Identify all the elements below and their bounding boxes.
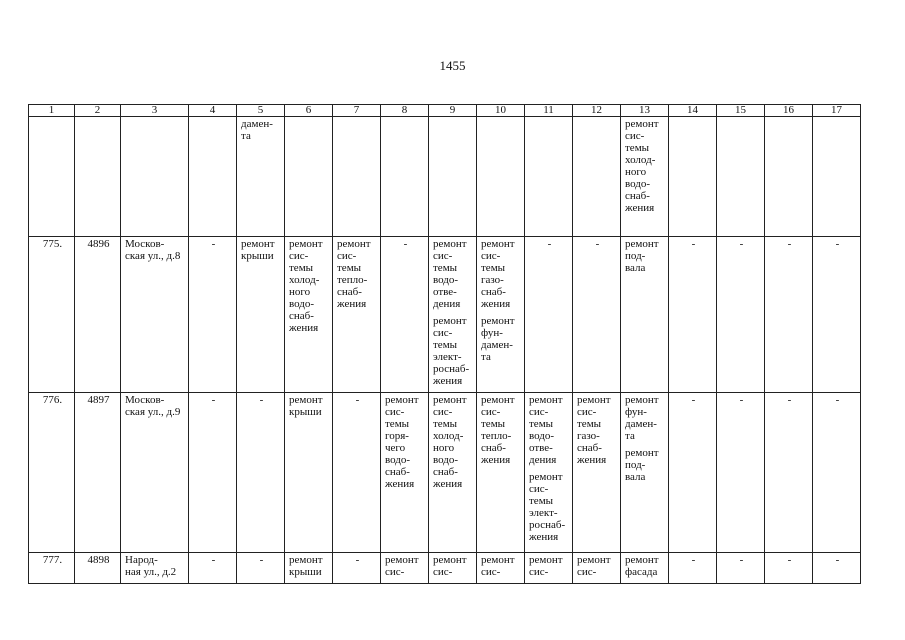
cell-text: - <box>787 238 792 250</box>
cell-text: - <box>355 394 360 406</box>
cell-entry <box>33 394 72 406</box>
cell-text: холод- <box>625 154 656 166</box>
cell-text: темы <box>433 339 458 351</box>
cell-entry <box>673 554 714 566</box>
table-cell <box>717 553 765 584</box>
cell-text: снаб- <box>385 466 410 478</box>
cell-text: ная ул., д.2 <box>125 566 177 578</box>
table-row <box>29 237 861 393</box>
cell-text: чего <box>385 442 406 454</box>
cell-text: темы <box>433 418 458 430</box>
cell-text: снаб- <box>481 442 506 454</box>
cell-entry <box>193 238 234 250</box>
table-cell <box>477 117 525 237</box>
cell-text: ремонт <box>625 238 659 250</box>
table-cell <box>717 117 765 237</box>
table-cell <box>285 237 333 393</box>
table-cell <box>333 117 381 237</box>
cell-text: дения <box>433 298 461 310</box>
cell-entry <box>529 471 570 543</box>
cell-text: ного <box>625 166 647 178</box>
cell-text: фун- <box>625 406 647 418</box>
cell-text: снаб- <box>289 310 314 322</box>
cell-text: жения <box>481 454 511 466</box>
cell-text: жения <box>577 454 607 466</box>
cell-text: сис- <box>481 406 501 418</box>
cell-entry <box>125 238 186 262</box>
table-cell <box>573 553 621 584</box>
cell-text: жения <box>433 375 463 387</box>
table-cell <box>717 237 765 393</box>
cell-entry <box>193 554 234 566</box>
table-cell <box>285 553 333 584</box>
cell-entry <box>817 554 858 566</box>
cell-text: крыши <box>241 250 274 262</box>
cell-text: сис- <box>529 483 549 495</box>
cell-text: - <box>259 394 264 406</box>
column-number-3: 3 <box>121 105 189 117</box>
cell-text: водо- <box>385 454 411 466</box>
column-number-16: 16 <box>765 105 813 117</box>
table-cell <box>669 237 717 393</box>
cell-text: - <box>739 238 744 250</box>
cell-text: фун- <box>481 327 503 339</box>
cell-entry <box>433 315 474 387</box>
table-cell <box>717 393 765 553</box>
cell-text: ремонт <box>625 554 659 566</box>
table-cell <box>333 237 381 393</box>
cell-text: жения <box>337 298 367 310</box>
cell-entry <box>337 238 378 310</box>
cell-text: ремонт <box>433 394 467 406</box>
table-cell <box>525 117 573 237</box>
cell-text: сис- <box>529 566 549 578</box>
column-number-15: 15 <box>717 105 765 117</box>
table-cell <box>477 237 525 393</box>
table-cell <box>29 393 75 553</box>
table-cell <box>813 237 861 393</box>
table-cell <box>621 393 669 553</box>
cell-text: - <box>595 238 600 250</box>
cell-entry <box>481 394 522 466</box>
cell-text: дамен- <box>625 418 657 430</box>
cell-text: та <box>241 130 251 142</box>
table-cell <box>381 117 429 237</box>
cell-text: вала <box>625 471 646 483</box>
cell-text: тепло- <box>337 274 368 286</box>
cell-text: ремонт <box>337 238 371 250</box>
table-cell <box>29 117 75 237</box>
cell-entry <box>289 238 330 334</box>
cell-entry <box>241 238 282 262</box>
cell-text: - <box>691 554 696 566</box>
cell-text: - <box>739 554 744 566</box>
cell-text: ремонт <box>625 394 659 406</box>
cell-text: жения <box>481 298 511 310</box>
column-number-5: 5 <box>237 105 285 117</box>
table-cell <box>237 117 285 237</box>
cell-text: ремонт <box>433 238 467 250</box>
table-cell <box>121 117 189 237</box>
cell-text: ремонт <box>481 315 515 327</box>
cell-text: дамен- <box>241 118 273 130</box>
cell-text: темы <box>529 495 554 507</box>
cell-entry <box>769 394 810 406</box>
cell-text: 4898 <box>87 554 110 566</box>
cell-text: ремонт <box>241 238 275 250</box>
cell-text: ного <box>433 442 455 454</box>
table-cell <box>765 117 813 237</box>
column-number-6: 6 <box>285 105 333 117</box>
cell-text: та <box>481 351 491 363</box>
cell-entry <box>385 238 426 250</box>
cell-text: газо- <box>481 274 504 286</box>
works-table <box>28 104 861 584</box>
cell-text: Народ- <box>125 554 158 566</box>
cell-text: горя- <box>385 430 409 442</box>
cell-text: снаб- <box>433 466 458 478</box>
table-cell <box>573 237 621 393</box>
cell-text: та <box>625 430 635 442</box>
cell-text: ремонт <box>289 238 323 250</box>
column-number-row <box>29 105 861 117</box>
table-cell <box>285 393 333 553</box>
cell-text: элект- <box>529 507 558 519</box>
cell-text: 776. <box>42 394 63 406</box>
cell-text: темы <box>289 262 314 274</box>
table-cell <box>189 117 237 237</box>
cell-text: тепло- <box>481 430 512 442</box>
cell-entry <box>769 554 810 566</box>
cell-entry <box>529 238 570 250</box>
table-cell <box>621 237 669 393</box>
cell-text: темы <box>481 262 506 274</box>
cell-entry <box>721 394 762 406</box>
cell-text: Москов- <box>125 394 165 406</box>
cell-text: крыши <box>289 566 322 578</box>
cell-entry <box>193 394 234 406</box>
cell-text: - <box>835 554 840 566</box>
table-cell <box>381 553 429 584</box>
cell-text: ремонт <box>529 394 563 406</box>
cell-text: водо- <box>433 274 459 286</box>
column-number-10: 10 <box>477 105 525 117</box>
table-cell <box>525 393 573 553</box>
cell-text: - <box>691 394 696 406</box>
table-cell <box>765 553 813 584</box>
cell-text: 777. <box>42 554 63 566</box>
table-cell <box>75 393 121 553</box>
table-cell <box>333 553 381 584</box>
cell-text: снаб- <box>577 442 602 454</box>
table-cell <box>669 393 717 553</box>
cell-entry <box>625 554 666 578</box>
table-cell <box>237 393 285 553</box>
table-cell <box>75 117 121 237</box>
table-cell <box>573 117 621 237</box>
table-cell <box>573 393 621 553</box>
cell-entry <box>433 238 474 310</box>
cell-text: сис- <box>433 250 453 262</box>
cell-text: темы <box>385 418 410 430</box>
cell-text: темы <box>481 418 506 430</box>
cell-entry <box>125 394 186 418</box>
cell-text: сис- <box>625 130 645 142</box>
cell-text: сис- <box>577 406 597 418</box>
cell-text: темы <box>625 142 650 154</box>
cell-text: - <box>547 238 552 250</box>
cell-entry <box>481 554 522 578</box>
cell-entry <box>289 554 330 578</box>
table-row <box>29 553 861 584</box>
cell-text: Москов- <box>125 238 165 250</box>
table-cell <box>525 237 573 393</box>
cell-text: ремонт <box>433 554 467 566</box>
table-cell <box>813 553 861 584</box>
cell-entry <box>433 554 474 578</box>
table-cell <box>669 553 717 584</box>
cell-text: ремонт <box>433 315 467 327</box>
cell-text: ремонт <box>481 554 515 566</box>
column-number-13: 13 <box>621 105 669 117</box>
cell-text: ремонт <box>529 554 563 566</box>
column-number-12: 12 <box>573 105 621 117</box>
cell-text: жения <box>529 531 559 543</box>
cell-entry <box>481 315 522 363</box>
cell-text: 4896 <box>87 238 110 250</box>
cell-entry <box>79 554 118 566</box>
cell-text: элект- <box>433 351 462 363</box>
cell-text: газо- <box>577 430 600 442</box>
cell-text: под- <box>625 459 646 471</box>
cell-text: жения <box>385 478 415 490</box>
cell-text: ремонт <box>481 394 515 406</box>
cell-text: - <box>403 238 408 250</box>
column-number-11: 11 <box>525 105 573 117</box>
cell-text: ного <box>289 286 311 298</box>
table-cell <box>381 237 429 393</box>
table-cell <box>381 393 429 553</box>
column-number-4: 4 <box>189 105 237 117</box>
cell-entry <box>385 394 426 490</box>
cell-text: водо- <box>529 430 555 442</box>
column-number-1: 1 <box>29 105 75 117</box>
table-cell <box>429 393 477 553</box>
table-cell <box>813 393 861 553</box>
table-cell <box>669 117 717 237</box>
cell-entry <box>241 554 282 566</box>
cell-entry <box>433 394 474 490</box>
cell-text: темы <box>577 418 602 430</box>
cell-text: отве- <box>433 286 457 298</box>
cell-text: - <box>259 554 264 566</box>
cell-entry <box>769 238 810 250</box>
table-cell <box>765 393 813 553</box>
table-cell <box>285 117 333 237</box>
table-cell <box>621 117 669 237</box>
cell-text: роснаб- <box>529 519 566 531</box>
table-cell <box>429 117 477 237</box>
table-cell <box>121 393 189 553</box>
table-cell <box>621 553 669 584</box>
table-cell <box>189 237 237 393</box>
column-number-14: 14 <box>669 105 717 117</box>
table-cell <box>237 237 285 393</box>
table-cell <box>75 237 121 393</box>
page-number: 1455 <box>439 58 466 73</box>
cell-text: роснаб- <box>433 363 470 375</box>
cell-text: - <box>787 394 792 406</box>
cell-entry <box>625 447 666 483</box>
cell-text: холод- <box>433 430 464 442</box>
table-cell <box>477 553 525 584</box>
cell-text: вала <box>625 262 646 274</box>
cell-text: сис- <box>337 250 357 262</box>
cell-text: водо- <box>433 454 459 466</box>
table-cell <box>429 553 477 584</box>
cell-text: дения <box>529 454 557 466</box>
table-row <box>29 393 861 553</box>
cell-text: под- <box>625 250 646 262</box>
cell-text: сис- <box>385 566 405 578</box>
table-cell <box>477 393 525 553</box>
cell-text: - <box>211 238 216 250</box>
table-cell <box>189 393 237 553</box>
cell-entry <box>529 394 570 466</box>
cell-entry <box>241 394 282 406</box>
table-cell <box>121 237 189 393</box>
cell-entry <box>625 118 666 214</box>
cell-text: - <box>211 394 216 406</box>
cell-text: жения <box>625 202 655 214</box>
cell-text: сис- <box>433 327 453 339</box>
cell-text: жения <box>433 478 463 490</box>
cell-text: ская ул., д.8 <box>125 250 181 262</box>
cell-entry <box>817 238 858 250</box>
column-number-17: 17 <box>813 105 861 117</box>
table-cell <box>29 237 75 393</box>
cell-text: сис- <box>481 566 501 578</box>
cell-text: темы <box>337 262 362 274</box>
table-cell <box>429 237 477 393</box>
table-cell <box>189 553 237 584</box>
cell-text: фасада <box>625 566 658 578</box>
cell-text: - <box>691 238 696 250</box>
table-cell <box>765 237 813 393</box>
cell-entry <box>241 118 282 142</box>
cell-entry <box>577 394 618 466</box>
cell-entry <box>337 394 378 406</box>
cell-text: крыши <box>289 406 322 418</box>
cell-entry <box>125 554 186 578</box>
cell-text: снаб- <box>625 190 650 202</box>
cell-text: сис- <box>385 406 405 418</box>
cell-text: водо- <box>625 178 651 190</box>
cell-entry <box>289 394 330 418</box>
table-cell <box>525 553 573 584</box>
cell-text: водо- <box>289 298 315 310</box>
cell-text: ремонт <box>289 394 323 406</box>
cell-text: - <box>787 554 792 566</box>
column-number-2: 2 <box>75 105 121 117</box>
cell-text: дамен- <box>481 339 513 351</box>
cell-entry <box>529 554 570 578</box>
cell-entry <box>481 238 522 310</box>
cell-entry <box>79 394 118 406</box>
table-cell <box>29 553 75 584</box>
cell-entry <box>577 554 618 578</box>
cell-text: ремонт <box>529 471 563 483</box>
cell-entry <box>33 238 72 250</box>
cell-entry <box>721 238 762 250</box>
cell-entry <box>79 238 118 250</box>
cell-text: сис- <box>433 406 453 418</box>
table-cell <box>333 393 381 553</box>
table-cell <box>237 553 285 584</box>
cell-text: ская ул., д.9 <box>125 406 181 418</box>
cell-text: темы <box>433 262 458 274</box>
cell-entry <box>33 554 72 566</box>
cell-entry <box>673 238 714 250</box>
cell-text: отве- <box>529 442 553 454</box>
cell-text: жения <box>289 322 319 334</box>
cell-entry <box>625 238 666 274</box>
cell-text: ремонт <box>385 394 419 406</box>
cell-text: 4897 <box>87 394 110 406</box>
cell-text: ремонт <box>289 554 323 566</box>
cell-text: 775. <box>42 238 63 250</box>
cell-text: сис- <box>481 250 501 262</box>
cell-text: ремонт <box>625 447 659 459</box>
cell-text: - <box>739 394 744 406</box>
cell-text: - <box>355 554 360 566</box>
cell-entry <box>385 554 426 578</box>
cell-entry <box>625 394 666 442</box>
cell-text: снаб- <box>481 286 506 298</box>
column-number-9: 9 <box>429 105 477 117</box>
column-number-8: 8 <box>381 105 429 117</box>
cell-text: ремонт <box>385 554 419 566</box>
cell-text: сис- <box>289 250 309 262</box>
cell-text: сис- <box>529 406 549 418</box>
cell-text: сис- <box>433 566 453 578</box>
table-cell <box>813 117 861 237</box>
cell-text: - <box>835 394 840 406</box>
cell-text: темы <box>529 418 554 430</box>
table-row <box>29 117 861 237</box>
cell-entry <box>337 554 378 566</box>
cell-text: сис- <box>577 566 597 578</box>
cell-text: снаб- <box>337 286 362 298</box>
cell-text: - <box>835 238 840 250</box>
cell-text: холод- <box>289 274 320 286</box>
column-number-7: 7 <box>333 105 381 117</box>
cell-entry <box>721 554 762 566</box>
cell-entry <box>673 394 714 406</box>
cell-text: ремонт <box>481 238 515 250</box>
cell-text: ремонт <box>625 118 659 130</box>
table-cell <box>75 553 121 584</box>
cell-text: - <box>211 554 216 566</box>
cell-entry <box>577 238 618 250</box>
cell-entry <box>817 394 858 406</box>
cell-text: ремонт <box>577 554 611 566</box>
table-cell <box>121 553 189 584</box>
cell-text: ремонт <box>577 394 611 406</box>
